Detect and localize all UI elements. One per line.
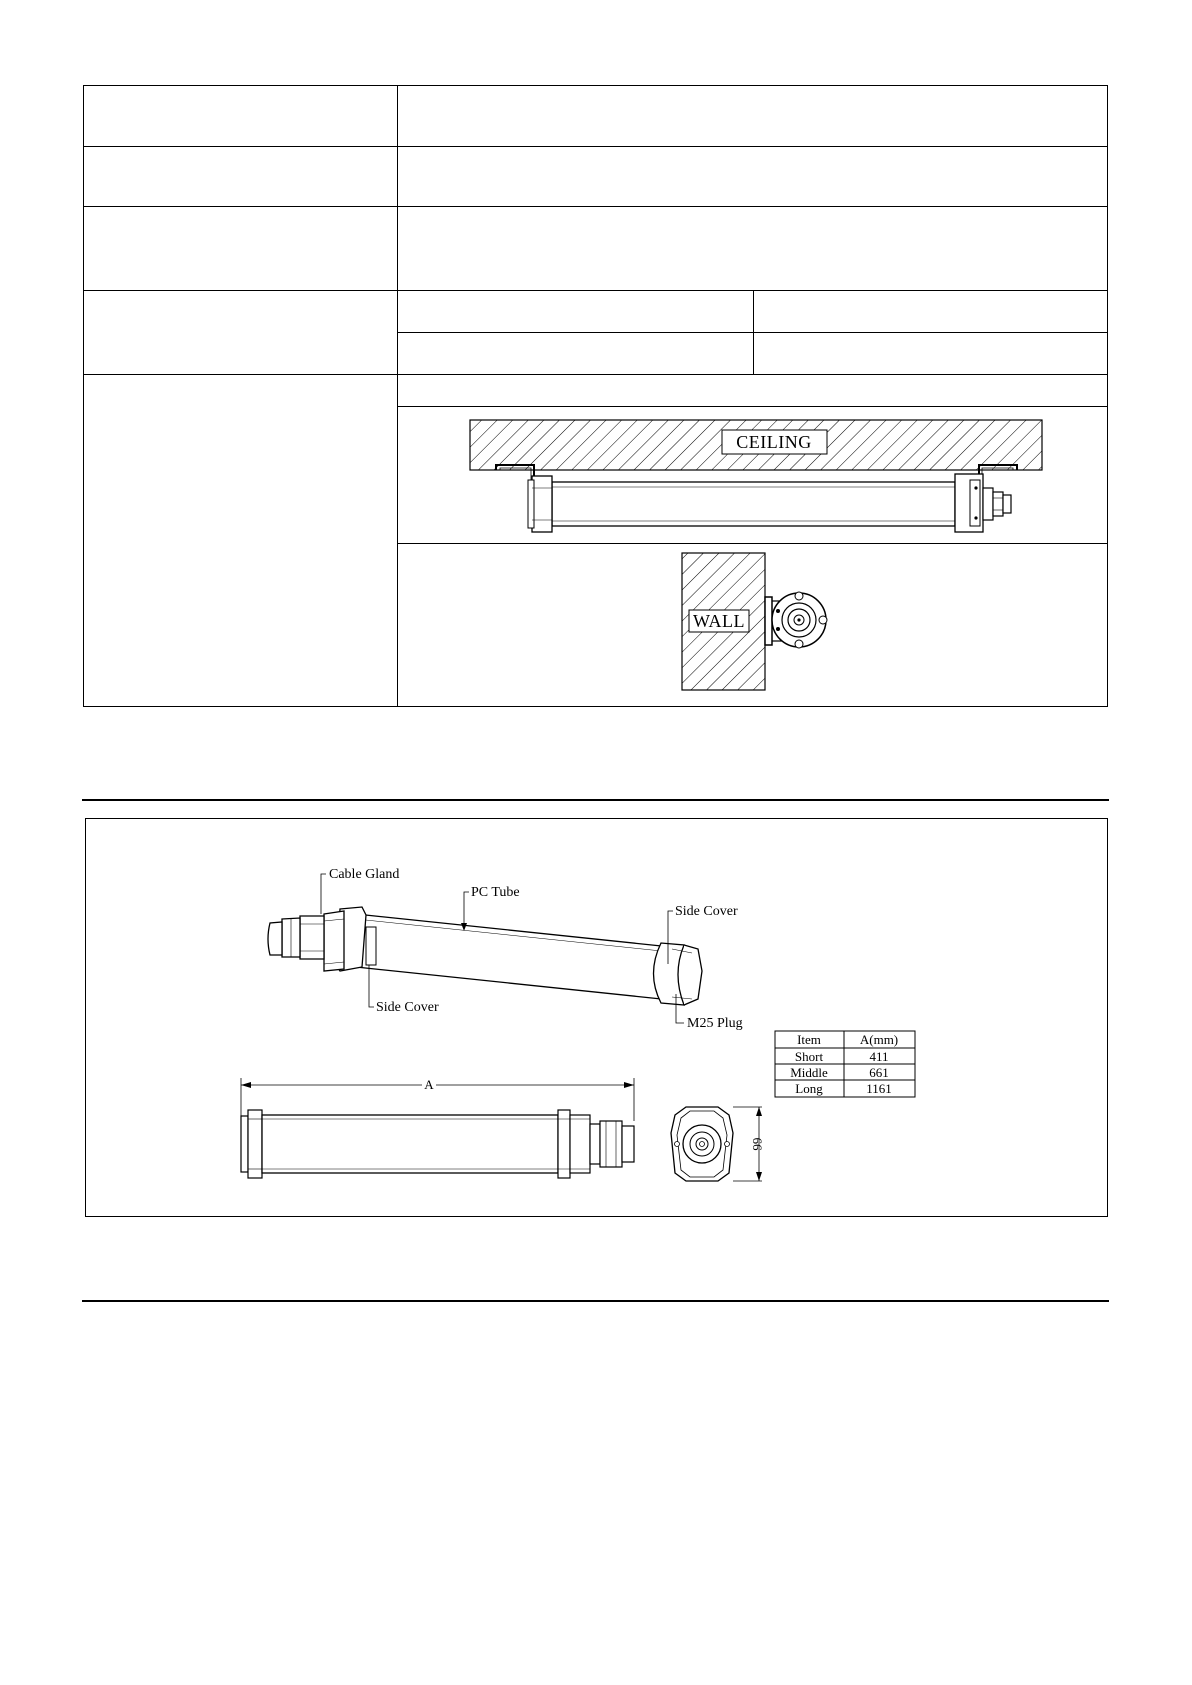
isometric-view bbox=[268, 867, 743, 1031]
size-table-cell: 1161 bbox=[866, 1081, 892, 1096]
end-view bbox=[671, 1107, 765, 1181]
callout-pc-tube: PC Tube bbox=[471, 885, 520, 900]
ceiling-mount-cell bbox=[400, 408, 1106, 542]
ceiling-mount-drawing bbox=[400, 408, 1106, 542]
dimension-drawing-frame bbox=[85, 818, 1108, 1217]
spec-table bbox=[83, 85, 1108, 707]
size-table-cell: 661 bbox=[869, 1065, 889, 1080]
size-table-cell: Short bbox=[794, 1049, 824, 1064]
section-rule bbox=[82, 1300, 1109, 1302]
callout-m25-plug: M25 Plug bbox=[687, 1016, 743, 1031]
dimension-a-label: A bbox=[424, 1077, 434, 1092]
row-divider bbox=[398, 543, 1107, 544]
wall-label: WALL bbox=[693, 611, 745, 631]
wall-mount-cell bbox=[400, 545, 1106, 705]
wall-mount-drawing bbox=[400, 545, 1106, 705]
row-divider bbox=[84, 290, 1107, 291]
size-table-header: Item bbox=[797, 1032, 821, 1047]
row-divider bbox=[84, 146, 1107, 147]
section-rule bbox=[82, 799, 1109, 801]
callout-side-cover-left: Side Cover bbox=[376, 1000, 439, 1015]
row-divider bbox=[84, 206, 1107, 207]
ceiling-label: CEILING bbox=[736, 432, 812, 452]
dimension-height-label: 66 bbox=[750, 1137, 765, 1151]
column-divider bbox=[397, 86, 398, 706]
size-table-cell: Long bbox=[795, 1081, 823, 1096]
size-table-cell: Middle bbox=[790, 1065, 828, 1080]
tube-body bbox=[552, 482, 955, 526]
callout-side-cover-right: Side Cover bbox=[675, 904, 738, 919]
size-table-header: A(mm) bbox=[859, 1032, 899, 1047]
size-table bbox=[775, 1031, 915, 1097]
column-divider bbox=[753, 290, 754, 374]
dimension-drawing bbox=[86, 819, 1106, 1215]
row-divider bbox=[84, 374, 1107, 375]
row-divider bbox=[398, 406, 1107, 407]
callout-cable-gland: Cable Gland bbox=[329, 867, 400, 882]
side-view bbox=[241, 1077, 634, 1178]
size-table-cell: 411 bbox=[869, 1049, 889, 1064]
